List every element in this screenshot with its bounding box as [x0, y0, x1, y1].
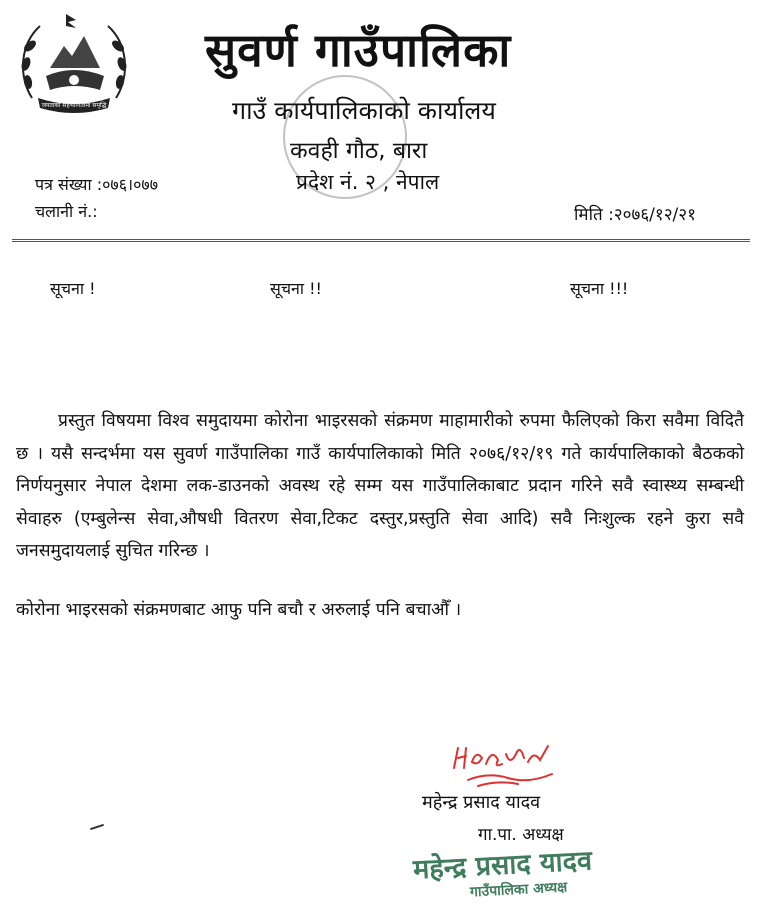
office-address-line2: प्रदेश नं. २ , नेपाल — [296, 170, 440, 194]
letter-date: मिति :२०७६/१२/२१ — [574, 205, 696, 225]
notice-heading-2: सूचना !! — [270, 279, 322, 298]
green-title-stamp: गाउँपालिका अध्यक्ष — [469, 879, 568, 901]
notice-closing-line: कोरोना भाइरसको संक्रमणबाट आफु पनि बचौ र अरुलाई पनि बचाऔँ । — [16, 600, 462, 620]
office-title: सुवर्ण गाउँपालिका — [205, 23, 512, 77]
svg-text:जनताको सहभागितामा समृद्धि: जनताको सहभागितामा समृद्धि — [41, 102, 107, 109]
signatory-name: महेन्द्र प्रसाद यादव — [422, 792, 541, 813]
header-divider — [12, 239, 750, 242]
office-subtitle: गाउँ कार्यपालिकाको कार्यालय — [232, 96, 496, 125]
notice-heading-3: सूचना !!! — [570, 279, 629, 298]
green-name-stamp: महेन्द्र प्रसाद यादव — [412, 845, 593, 886]
reference-number: पत्र संख्या :०७६।०७७ — [35, 175, 159, 194]
nepal-government-emblem-icon — [10, 6, 138, 122]
signatory-role: गा.पा. अध्यक्ष — [478, 825, 564, 845]
red-handwritten-signature-icon — [448, 740, 560, 790]
notice-heading-1: सूचना ! — [50, 279, 96, 298]
stray-pen-mark — [90, 824, 104, 830]
dispatch-number: चलानी नं.: — [35, 202, 98, 221]
office-address-line1: कवही गौठ, बारा — [290, 138, 428, 164]
notice-body-paragraph: प्रस्तुत विषयमा विश्व समुदायमा कोरोना भाइरसको संक्रमण माहामारीको रुपमा फैलिएको किरा सवैमा विदितै छ । यसै सन्दर्भमा यस सुवर्ण गाउँपालिका गाउँ कार्यपालिकाको मिति २०७६/१२/१९ गते कार्यपालिकाको बैठकको निर्णयनुसार नेपाल देशमा लक-डाउनको अवस्थ रहे सम्म यस गाउँपालिकाबाट प्रदान गरिने सवै स्वास्थ्य सम्बन्धी सेवाहरु (एम्बुलेन्स सेवा,औषधी वितरण सेवा,टिकट दस्तुर,प्रस्तुति सेवा आदि) सवै निःशुल्क रहने कुरा सवै जनसमुदायलाई सुचित गरिन्छ । — [16, 411, 744, 561]
